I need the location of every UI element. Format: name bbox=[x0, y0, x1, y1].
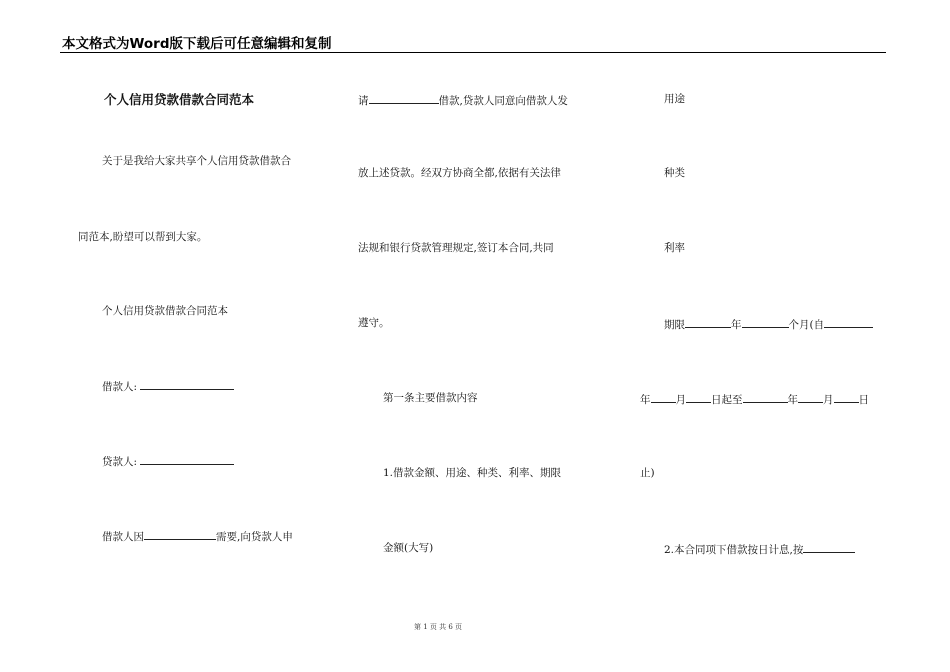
body-line-1-prefix: 请 bbox=[358, 95, 369, 107]
end-year-blank bbox=[743, 393, 788, 403]
term-years-blank bbox=[685, 318, 731, 328]
start-year-unit: 年 bbox=[640, 394, 651, 406]
lender-field bbox=[102, 455, 234, 468]
start-day-blank bbox=[686, 393, 711, 403]
body-line-4: 遵守。 bbox=[358, 317, 390, 329]
kind-label: 种类 bbox=[664, 167, 685, 179]
term-year-unit: 年 bbox=[731, 319, 742, 331]
term-months-blank bbox=[742, 318, 789, 328]
usage-label: 用途 bbox=[664, 93, 685, 105]
end-month-unit: 月 bbox=[823, 394, 834, 406]
reason-line bbox=[102, 530, 293, 543]
term-months-unit: 个月(自 bbox=[788, 319, 825, 331]
intro-line-1: 关于是我给大家共享个人信用贷款借款合 bbox=[102, 155, 291, 167]
term-start-blank bbox=[824, 318, 873, 328]
term-end-line: 止) bbox=[640, 467, 655, 479]
start-day-unit: 日起至 bbox=[711, 394, 743, 406]
end-day-unit: 日 bbox=[858, 394, 869, 406]
item-1-line: 1.借款金额、用途、种类、利率、期限 bbox=[383, 467, 562, 479]
lender-label: 贷款人: bbox=[102, 456, 138, 468]
borrower-field bbox=[102, 380, 234, 393]
start-month-unit: 月 bbox=[675, 394, 686, 406]
item-2-blank bbox=[803, 543, 855, 553]
contract-title: 个人信用贷款借款合同范本 bbox=[104, 92, 255, 107]
item-2-text: 2.本合同项下借款按日计息,按 bbox=[664, 544, 804, 556]
header-divider bbox=[60, 52, 886, 53]
end-year-unit: 年 bbox=[787, 394, 798, 406]
body-line-1 bbox=[358, 94, 568, 107]
intro-line-2: 同范本,盼望可以帮到大家。 bbox=[78, 231, 208, 243]
contract-subtitle: 个人信用贷款借款合同范本 bbox=[102, 305, 228, 317]
body-line-1-suffix: 借款,贷款人同意向借款人发 bbox=[438, 95, 568, 107]
reason-prefix: 借款人因 bbox=[102, 531, 144, 543]
document-banner: 本文格式为Word版下载后可任意编辑和复制 bbox=[62, 36, 332, 52]
borrower-label: 借款人: bbox=[102, 381, 138, 393]
term-line bbox=[664, 318, 873, 331]
body-line-1-blank bbox=[369, 94, 439, 104]
lender-blank bbox=[140, 455, 234, 465]
reason-blank bbox=[144, 530, 216, 540]
item-2-line bbox=[664, 543, 855, 556]
body-line-3: 法规和银行贷款管理规定,签订本合同,共同 bbox=[358, 242, 554, 254]
borrower-blank bbox=[140, 380, 234, 390]
end-day-blank bbox=[834, 393, 859, 403]
end-month-blank bbox=[798, 393, 823, 403]
body-line-2: 放上述贷款。经双方协商全都,依据有关法律 bbox=[358, 167, 561, 179]
amount-line: 金额(大写) bbox=[383, 542, 434, 554]
reason-suffix: 需要,向贷款人申 bbox=[216, 531, 293, 543]
rate-label: 利率 bbox=[664, 242, 685, 254]
page-footer: 第 1 页 共 6 页 bbox=[414, 623, 463, 631]
start-month-blank bbox=[651, 393, 676, 403]
article-1-heading: 第一条主要借款内容 bbox=[383, 392, 478, 404]
term-dates-line bbox=[640, 393, 869, 406]
term-label: 期限 bbox=[664, 319, 685, 331]
